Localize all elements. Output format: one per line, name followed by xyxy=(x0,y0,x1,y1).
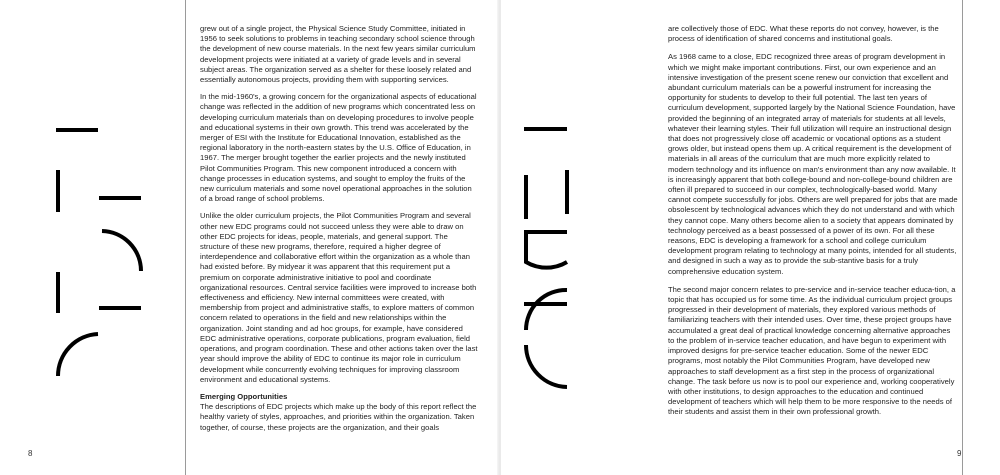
left-paragraph-4: The descriptions of EDC projects which make up the body of this report reflect the healthy variety of styles, approaches, and priorities within the organization. Taken together, of course, these projects are the organization, and their goals xyxy=(200,402,477,432)
ornament-bar-top xyxy=(524,127,567,131)
ornament-stem-2 xyxy=(565,170,569,214)
left-paragraph-2: In the mid-1960's, a growing concern for the organizational aspects of educational change was reflected in the addition of new programs which concentrated less on developing curriculum materials than on developing procedures to involve people and educational systems in their own growth. This trend was accelerated by the merger of ESI with the Institute for Educational Innovation, established as the regional laboratory in the north-eastern states by the U.S. Office of Education, in 1967. The merger brought together the earlier projects and the newly instituted Pilot Communities Program. This new component introduced a concern with change processes in education systems, and sought to employ the fruits of the new curriculum materials and some novel operational approaches in the solution of a broad range of school problems. xyxy=(200,92,477,204)
left-page xyxy=(0,0,499,475)
page-number-right: 9 xyxy=(957,449,962,458)
right-paragraph-1: are collectively those of EDC. What these reports do not convey, however, is the process of identification of shared concerns and institutional goals. xyxy=(668,24,939,44)
right-paragraph-2: As 1968 came to a close, EDC recognized three areas of program development in which we might make important contributions. First, our own experience and an intensive investigation of the present scene renew our conviction that excellent and abundant curriculum materials can be a powerful instrument for increasing the opportunity for students to develop to their full potential. The last ten years of curriculum development, supported largely by the National Science Foundation, have provided the beginning of an integrated array of materials for students at all levels, whatever their learning styles. Their full utilization will require an instructional design that does not progressively close off academic or vocational options as a student grows older, but instead opens them up. A critical requirement is the development of materials in all areas of the curriculum that are much more explicitly related to modern technology and its influence on man's environment than any now available. It is increasingly apparent that both college-bound and non-college-bound children are often ill prepared to succeed in our complex, technologically-based world. Many cannot compete successfully for jobs. Others are well prepared for jobs that are made obsolescent by technological advances which they do not understand and with which they cannot cope. Many others become alien to a society that appears dominated by technology perceived as a beast possessed of a power of its own. For all these reasons, EDC is developing a framework for a school and college curriculum development program relating to technology at many points, intended for all students, and designed in such a way as to provide the sub-stantive basis for a truly comprehensive education system. xyxy=(668,52,958,276)
right-paragraph-3: The second major concern relates to pre-service and in-service teacher educa-tion, a topic that has occupied us for some time. As the individual curriculum project groups progressed in their development of materials, they explored various methods of familiarizing teachers with their intended uses. Over time, these project groups have accumulated a great deal of practical knowledge concerning alternative approaches to the problem of in-service teacher education, and have begun to experiment with improved designs for pre-service teacher education. Some of the newer EDC programs, most notably the Pilot Communities Program, have developed new approaches to staff development as a first step in the process of organizational change. The task before us now is to pool our experience and, working cooperatively with other institutions, to design approaches to the education and continued development of teachers which will help them to be more responsive to the needs of their students and assist them in their own professional growth. xyxy=(668,284,956,417)
left-margin-rule xyxy=(185,0,186,475)
ornament-arc-2 xyxy=(526,290,567,330)
ornament-stem-1 xyxy=(56,170,60,212)
ornament-bar-mid xyxy=(524,230,567,234)
ornament-stem-2 xyxy=(56,272,60,313)
left-text-column xyxy=(200,24,478,440)
right-margin-rule xyxy=(962,0,963,475)
ornament-arc-3 xyxy=(526,345,567,387)
ornament-arc-1 xyxy=(102,231,141,271)
ornament-bar-low xyxy=(524,302,567,306)
ornament-stem-1 xyxy=(524,175,528,219)
left-ornament-glyphs xyxy=(0,0,180,475)
page-number-left: 8 xyxy=(28,449,33,458)
ornament-bar-low xyxy=(99,306,141,310)
ornament-arc-1 xyxy=(526,232,567,268)
section-heading: Emerging Opportunities xyxy=(200,391,288,401)
right-text-column xyxy=(668,24,958,426)
left-paragraph-1: grew out of a single project, the Physical Science Study Committee, initiated in 1956 to seek solutions to problems in teaching secondary school science through the development of new course materials. In the next few years similar curriculum development projects were initiated at a variety of grade levels and in several subject areas. The organization served as a shelter for these loosely related and essentially autonomous projects, providing them with supporting services. xyxy=(200,24,476,85)
ornament-bar-mid xyxy=(99,196,141,200)
ornament-bar-top xyxy=(56,128,98,132)
ornament-arc-2 xyxy=(58,334,98,376)
right-ornament-glyphs xyxy=(501,0,661,475)
left-paragraph-3: Unlike the older curriculum projects, the Pilot Communities Program and several other new EDC programs could not succeed unless they were able to draw on other EDC projects for ideas, people, materials, and general support. The structure of these new programs, therefore, required a higher degree of interdependence and collaborative effort within the organization as a whole than had existed before. By midyear it was apparent that this requirement put a premium on corporate administrative initiative to pool and coordinate organizational resources. Central service facilities were improved to increase both effectiveness and efficiency. New internal committees were created, with membership from project and administrative staffs, to explore matters of common concern related to operations in the field and new relationships within the organization. Joint standing and ad hoc groups, for example, have considered EDC administrative operations, corporate publications, program evaluation, field operations, and program coordination. These and other actions taken over the last year should improve the ability of EDC to continue its major role in curriculum development while concurrently evolving techniques for improving classroom environment and educational systems. xyxy=(200,211,478,384)
